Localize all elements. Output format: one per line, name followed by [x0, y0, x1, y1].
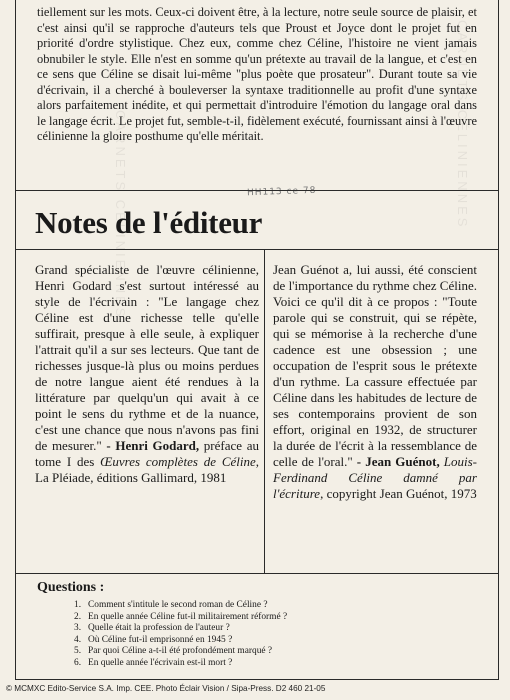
right-column-notes [273, 262, 477, 502]
left-quote-text: Grand spécialiste de l'œuvre célinienne, Henri Godard s'est surtout intéressé au style de l'écrivain : "Le langage chez Céline est d'une richesse telle qu'elle suffirait, presque à elle seule, à expliquer l'attrait qu'il a sur ses lecteurs. Que tant de richesses jusque-là plus ou moins perdues de notre langue aient été rendues à la littérature par quelqu'un qui avait à ce point le sens du rythme et de la nuance, c'est une chance que nous n'avons pas fini de mesurer." [35, 262, 259, 453]
watermark-right: CARNETS CÉLINIENNES [455, 20, 470, 230]
intro-paragraph: tiellement sur les mots. Ceux-ci doivent être, à la lecture, notre seule source de plaisir, et c'est ainsi qu'il se rapproche d'auteurs tels que Proust et Joyce dont le projet fut en priorité d'ordre stylistique. Chez eux, comme chez Céline, l'histoire ne vient jamais obnubiler le style. Elle n'est en somme qu'un prétexte au travail de la langue, et c'est en ce sens que Céline se disait lui-même "plus poète que prosateur". Durant toute sa vie d'écrivain, il a cherché à bouleverser la syntaxe traditionnelle au profit d'une syntaxe alors parfaitement inédite, et qui permettait d'introduire l'émotion du langage oral dans le langage écrit. Le projet fut, semble-t-il, fidèlement exécuté, fournissant ainsi à l'œuvre célinienne la gloire posthume qu'elle méritait. [37, 5, 477, 143]
right-quote-text: Jean Guénot a, lui aussi, été conscient de l'importance du rythme chez Céline. Voici ce qu'il dit à ce propos : "Toute parole qui se construit, qui se répète, qui se mémorise à la recherche d'une cadence est une obsession ; une occupation de l'esprit sous le prétexte d'un rythme. La cassure effectuée par Céline dans les habitudes de lecture de ses contemporains provient de son effort, original en 1932, de structurer la durée de l'écrit à la ressemblance de celle de l'oral." [273, 262, 477, 469]
watermark: CARNETS CÉLINIENNES [113, 110, 128, 320]
left-source-post: , La Pléiade, éditions Gallimard, 1981 [35, 454, 259, 485]
question-item: 3. Quelle était la profession de l'auteur ? [74, 623, 230, 634]
question-item: 5. Par quoi Céline a-t-il été profondément marqué ? [74, 646, 273, 657]
right-author: - Jean Guénot, [356, 454, 440, 469]
question-item: 2. En quelle année Céline fut-il militairement réformé ? [74, 611, 288, 622]
section-heading: Notes de l'éditeur [35, 205, 263, 240]
left-author: - Henri Godard, [106, 438, 200, 453]
left-source-pre: préface au tome I des [35, 438, 259, 469]
question-item: 4. Où Céline fut-il emprisonné en 1945 ? [74, 634, 233, 645]
questions-title: Questions : [37, 580, 105, 595]
divider-heading [15, 249, 499, 250]
right-source-title: Louis-Ferdinand Céline damné par l'écriture [273, 454, 478, 501]
right-source-post: , copyright Jean Guénot, 1973 [320, 486, 477, 501]
left-column-notes [35, 262, 259, 486]
question-item: 6. En quelle année l'écrivain est-il mort ? [74, 657, 233, 668]
divider-top [15, 190, 499, 191]
column-divider [264, 249, 265, 573]
questions-list [74, 600, 287, 670]
divider-questions [15, 573, 499, 574]
handwritten-reference: HH113 ce 78 [246, 185, 317, 199]
footer-credits: © MCMXC Edito-Service S.A. Imp. CEE. Photo Éclair Vision / Sipa-Press. D2 460 21-05 [6, 684, 326, 693]
left-source-title: Œuvres complètes de Céline [100, 454, 256, 469]
question-item: 1. Comment s'intitule le second roman de Céline ? [74, 600, 268, 610]
